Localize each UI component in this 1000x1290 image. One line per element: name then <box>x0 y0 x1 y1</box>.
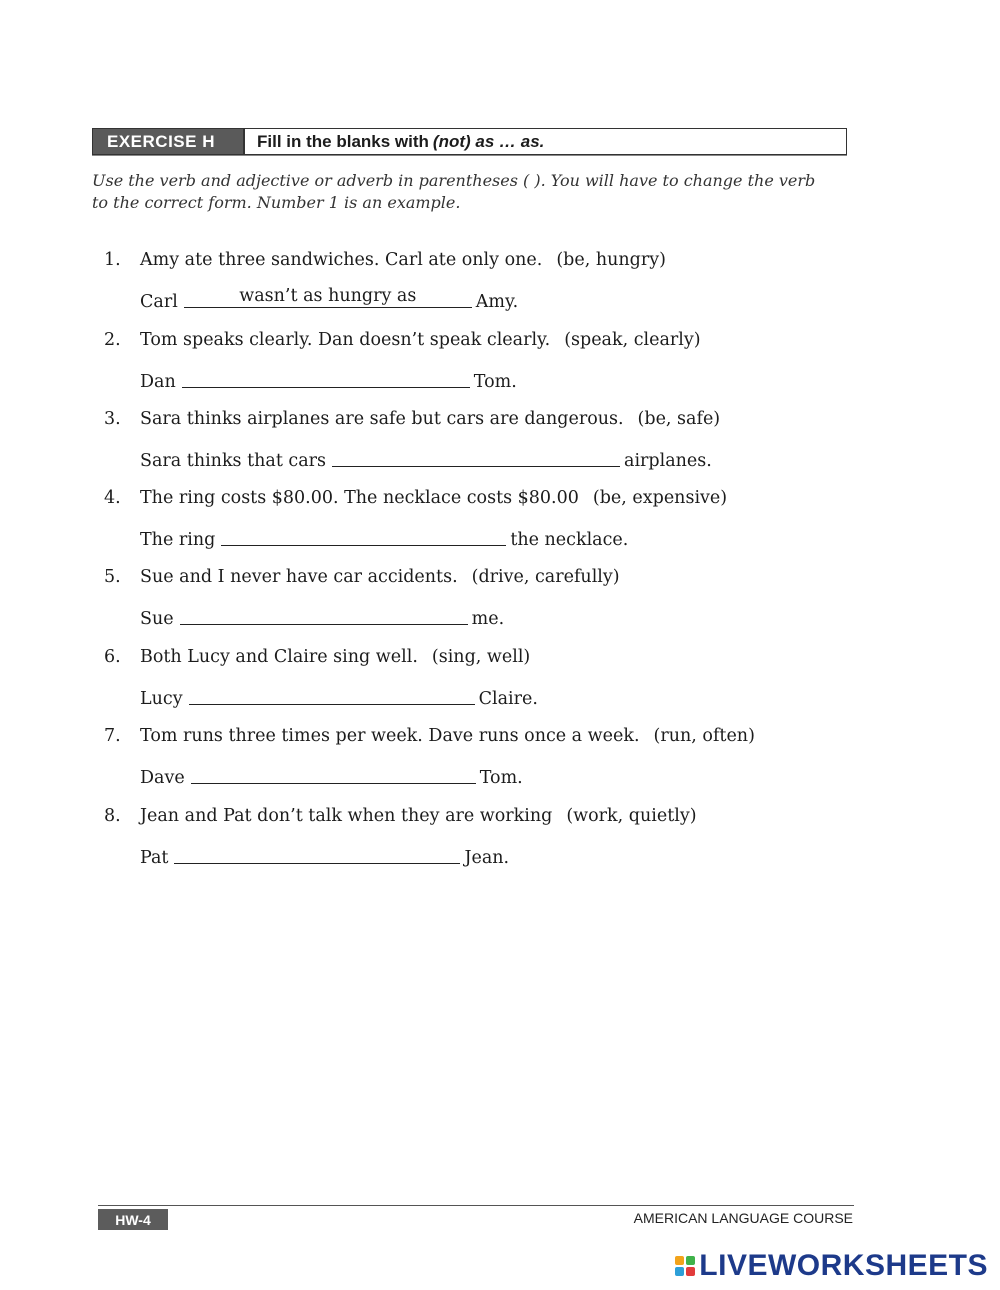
item-number: 7. <box>104 726 121 746</box>
question-text: Sue and I never have car accidents. <box>140 567 458 587</box>
object-text: Tom. <box>473 372 517 392</box>
object-text: the necklace. <box>510 530 629 550</box>
item-number: 4. <box>104 488 121 508</box>
question-text: Tom speaks clearly. Dan doesn’t speak clearly. <box>140 330 551 350</box>
footer-divider <box>98 1205 854 1206</box>
item-number: 6. <box>104 647 121 667</box>
item-number: 2. <box>104 330 121 350</box>
item-number: 1. <box>104 250 121 270</box>
page-tag: HW-4 <box>98 1209 168 1230</box>
exercise-title <box>243 129 548 154</box>
object-text: me. <box>471 609 505 629</box>
question-text: Jean and Pat don’t talk when they are working <box>140 806 553 826</box>
instructions: Use the verb and adjective or adverb in parentheses ( ). You will have to change the verb to the correct form. Number 1 is an example. <box>92 171 816 212</box>
question-line <box>104 726 755 746</box>
answer-text: wasn’t as hungry as <box>239 286 417 306</box>
hint-text: (be, hungry) <box>556 250 666 270</box>
hint-text: (sing, well) <box>431 647 531 667</box>
subject-text: Lucy <box>140 689 183 709</box>
exercise-label: EXERCISE H <box>93 129 243 154</box>
question-text: Amy ate three sandwiches. Carl ate only one. <box>140 250 543 270</box>
item-number: 8. <box>104 806 121 826</box>
hint-text: (be, safe) <box>637 409 721 429</box>
answer-blank[interactable] <box>332 444 620 467</box>
hint-text: (speak, clearly) <box>564 330 701 350</box>
object-text: airplanes. <box>624 451 712 471</box>
object-text: Amy. <box>475 292 519 312</box>
answer-blank[interactable] <box>182 365 470 388</box>
answer-line <box>140 365 517 392</box>
exercise-title-prefix: Fill in the blanks with <box>257 131 429 151</box>
question-line <box>104 330 701 350</box>
answer-line <box>140 523 628 550</box>
liveworksheets-logo <box>675 1249 988 1283</box>
item-number: 3. <box>104 409 121 429</box>
answer-line <box>140 444 712 471</box>
course-name: AMERICAN LANGUAGE COURSE <box>633 1210 853 1226</box>
brand-name: LIVEWORKSHEETS <box>699 1249 988 1282</box>
subject-text: Pat <box>140 848 169 868</box>
answer-blank[interactable] <box>221 523 506 546</box>
question-line <box>104 567 620 587</box>
object-text: Jean. <box>464 848 510 868</box>
logo-blocks-icon <box>675 1256 695 1276</box>
question-text: Tom runs three times per week. Dave runs once a week. <box>140 726 640 746</box>
question-line <box>104 409 720 429</box>
question-text: Sara thinks airplanes are safe but cars are dangerous. <box>140 409 624 429</box>
subject-text: Sue <box>140 609 174 629</box>
question-line <box>104 647 530 667</box>
answer-line <box>140 761 523 788</box>
subject-text: Dave <box>140 768 185 788</box>
answer-line <box>140 602 504 629</box>
question-line <box>104 806 697 826</box>
hint-text: (work, quietly) <box>566 806 697 826</box>
exercise-title-emphasis: (not) as … as. <box>432 131 545 151</box>
answer-line <box>140 682 538 709</box>
question-line <box>104 488 727 508</box>
exercise-header <box>92 128 847 155</box>
answer-blank[interactable] <box>180 602 468 625</box>
answer-line <box>140 841 509 868</box>
question-line <box>104 250 666 270</box>
hint-text: (be, expensive) <box>592 488 728 508</box>
subject-text: Dan <box>140 372 176 392</box>
subject-text: Carl <box>140 292 178 312</box>
item-number: 5. <box>104 567 121 587</box>
object-text: Tom. <box>479 768 523 788</box>
subject-text: Sara thinks that cars <box>140 451 327 471</box>
answer-blank[interactable] <box>174 841 460 864</box>
question-text: The ring costs $80.00. The necklace costs $80.00 <box>140 488 579 508</box>
hint-text: (drive, carefully) <box>471 567 620 587</box>
question-text: Both Lucy and Claire sing well. <box>140 647 418 667</box>
hint-text: (run, often) <box>653 726 755 746</box>
answer-blank[interactable] <box>191 761 476 784</box>
answer-line <box>140 285 518 312</box>
answer-blank[interactable] <box>184 285 472 308</box>
answer-blank[interactable] <box>189 682 475 705</box>
subject-text: The ring <box>140 530 216 550</box>
object-text: Claire. <box>478 689 538 709</box>
